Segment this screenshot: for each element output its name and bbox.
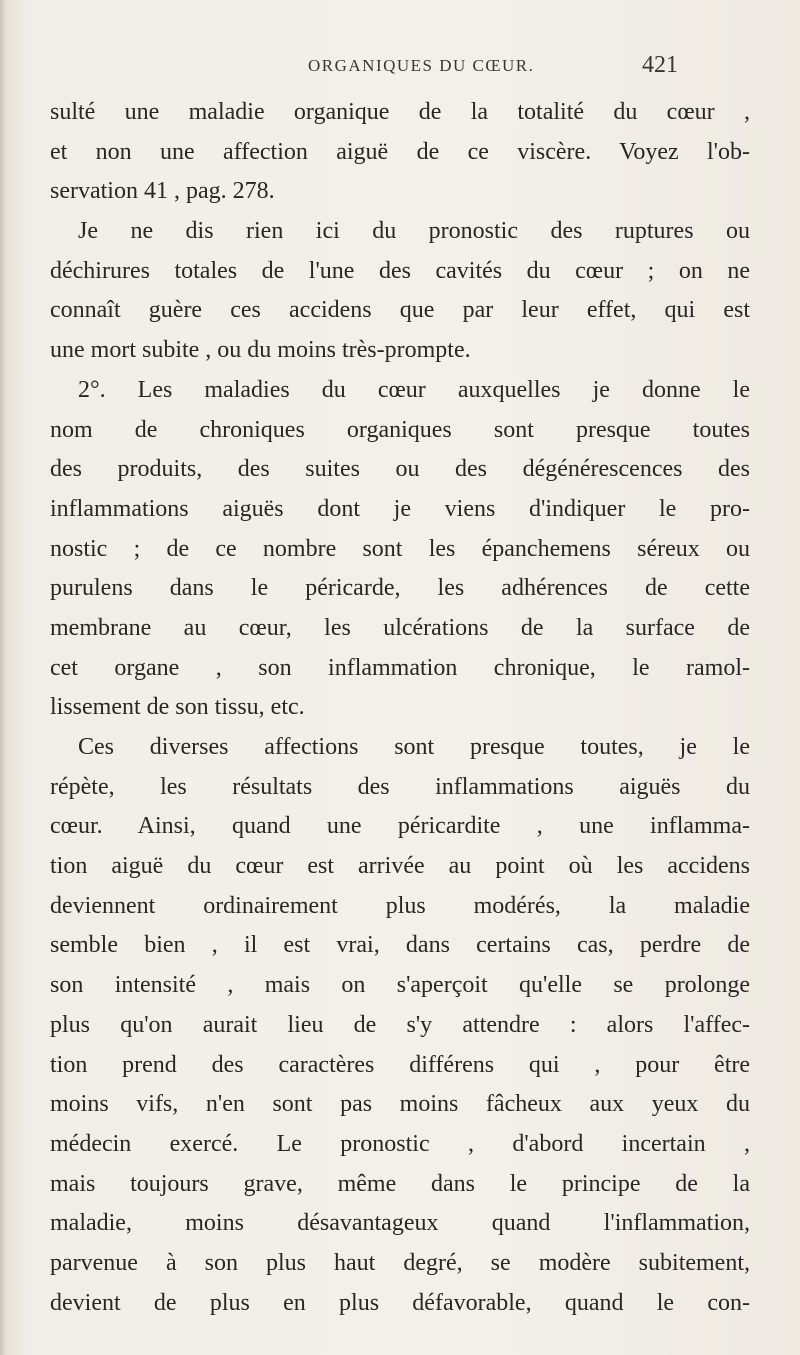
text-line: déchirures totales de l'une des cavités du cœur ; on ne	[50, 257, 750, 284]
text-line: des produits, des suites ou des dégénérescences des	[50, 456, 750, 483]
text-line: 2°. Les maladies du cœur auxquelles je donne le	[78, 376, 750, 403]
text-line: nom de chroniques organiques sont presque toutes	[50, 416, 750, 443]
text-line: cœur. Ainsi, quand une péricardite , une inflamma-	[50, 813, 750, 840]
text-line: deviennent ordinairement plus modérés, la maladie	[50, 892, 750, 919]
text-line: mais toujours grave, même dans le principe de la	[50, 1170, 750, 1197]
text-line: répète, les résultats des inflammations aiguës du	[50, 773, 750, 800]
text-line: moins vifs, n'en sont pas moins fâcheux aux yeux du	[50, 1091, 750, 1118]
text-line: semble bien , il est vrai, dans certains cas, perdre de	[50, 932, 750, 959]
text-line: membrane au cœur, les ulcérations de la surface de	[50, 614, 750, 641]
text-line: parvenue à son plus haut degré, se modère subitement,	[50, 1249, 750, 1276]
text-line: son intensité , mais on s'aperçoit qu'elle se prolonge	[50, 972, 750, 999]
text-line: tion aiguë du cœur est arrivée au point où les accidens	[50, 853, 750, 880]
text-line: Je ne dis rien ici du pronostic des ruptures ou	[78, 218, 750, 245]
text-line: médecin exercé. Le pronostic , d'abord incertain ,	[50, 1130, 750, 1157]
page-left-edge	[0, 0, 6, 1355]
text-line: tion prend des caractères différens qui , pour être	[50, 1051, 750, 1078]
page-number: 421	[642, 52, 678, 78]
text-line: servation 41 , pag. 278.	[50, 178, 275, 205]
text-line: plus qu'on aurait lieu de s'y attendre : alors l'affec-	[50, 1011, 750, 1038]
text-line: lissement de son tissu, etc.	[50, 694, 305, 721]
text-line: et non une affection aiguë de ce viscère. Voyez l'ob-	[50, 138, 750, 165]
text-line: devient de plus en plus défavorable, quand le con-	[50, 1289, 750, 1316]
text-line: nostic ; de ce nombre sont les épanchemens séreux ou	[50, 535, 750, 562]
text-line: purulens dans le péricarde, les adhérences de cette	[50, 575, 750, 602]
text-line: Ces diverses affections sont presque toutes, je le	[78, 734, 750, 760]
text-line: cet organe , son inflammation chronique, le ramol-	[50, 654, 750, 681]
text-line: connaît guère ces accidens que par leur effet, qui est	[50, 297, 750, 324]
body-text	[50, 93, 750, 1323]
running-title: ORGANIQUES DU CŒUR.	[308, 56, 535, 75]
page-header	[0, 52, 800, 92]
text-line: inflammations aiguës dont je viens d'indiquer le pro-	[50, 495, 750, 522]
text-line: maladie, moins désavantageux quand l'inflammation,	[50, 1210, 750, 1237]
text-line: sulté une maladie organique de la totalité du cœur ,	[50, 99, 750, 125]
text-line: une mort subite , ou du moins très-prompte.	[50, 337, 471, 364]
